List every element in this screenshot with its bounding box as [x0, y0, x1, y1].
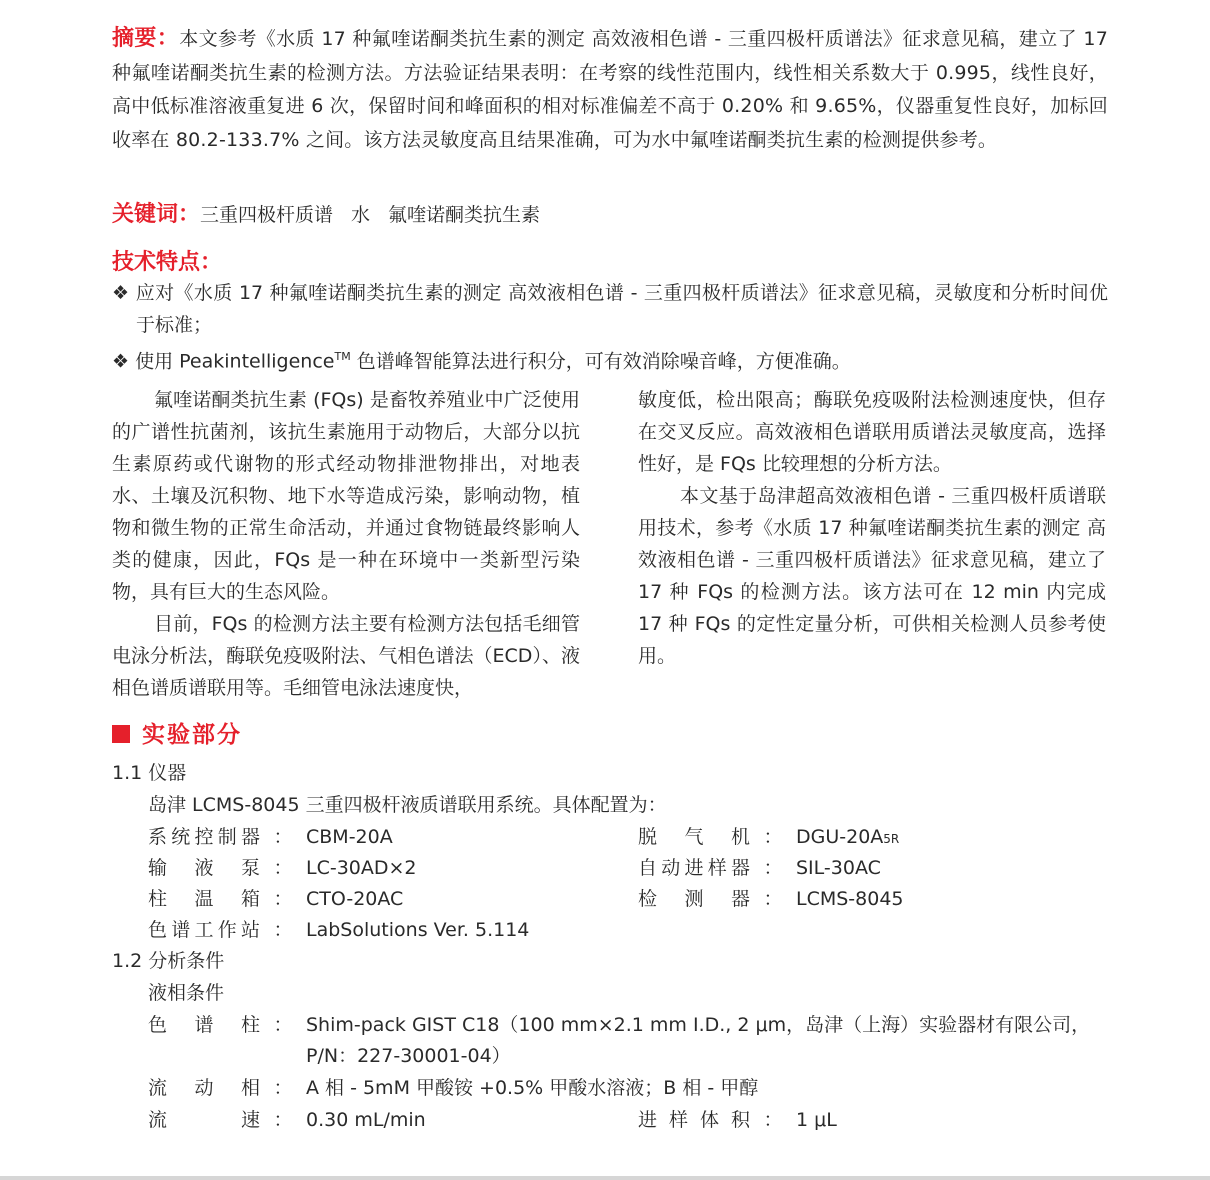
spec-row-pump: [148, 853, 417, 884]
section-title: 实验部分: [142, 722, 242, 748]
intro-right-column: [638, 384, 1106, 672]
feature-text-2-post: 色谱峰智能算法进行积分，可有效消除噪音峰，方便准确。: [350, 350, 851, 373]
intro-paragraph-2a: 目前，FQs 的检测方法主要有检测方法包括毛细管电泳分析法，酶联免疫吸附法、气相色谱法（ECD）、液相色谱质谱联用等。毛细管电泳法速度快，: [112, 613, 580, 699]
cond-value: A 相 - 5mM 甲酸铵 +0.5% 甲酸水溶液；B 相 - 甲醇: [306, 1077, 759, 1099]
cond-value: Shim-pack GIST C18（100 mm×2.1 mm I.D., 2 μm，岛津（上海）实验器材有限公司，: [306, 1014, 1091, 1036]
spec-value: SIL-30AC: [796, 857, 881, 879]
cond-colon: ：: [763, 1109, 783, 1131]
spec-value: LabSolutions Ver. 5.114: [306, 919, 530, 941]
cond-value-continued: P/N：227-30001-04）: [306, 1045, 511, 1067]
spec-key: 输液泵: [148, 857, 260, 879]
cond-colon: ：: [273, 1109, 293, 1131]
cond-row-column-cont: [306, 1041, 511, 1072]
cond-row-injection-volume: [638, 1105, 837, 1136]
feature-text-2-pre: 使用 Peakintelligence: [135, 350, 335, 373]
feature-item-1: [112, 278, 1108, 341]
cond-colon: ：: [273, 1014, 293, 1036]
bottom-divider: [0, 1176, 1210, 1180]
spec-colon: ：: [273, 826, 293, 848]
keywords: [112, 200, 558, 230]
bullet-icon: ❖: [112, 350, 130, 373]
abstract: [112, 22, 1108, 157]
cond-key: 流速: [148, 1109, 260, 1131]
cond-key: 进样体积: [638, 1109, 750, 1131]
feature-text-1: 应对《水质 17 种氟喹诺酮类抗生素的测定 高效液相色谱 - 三重四极杆质谱法》征求意见稿，灵敏度和分析时间优于标准；: [135, 282, 1108, 336]
spec-key: 系统控制器: [148, 826, 260, 848]
cond-row-mobile-phase: [148, 1073, 758, 1104]
spec-value-sub: 5R: [883, 832, 900, 846]
spec-colon: ：: [273, 888, 293, 910]
spec-value: CTO-20AC: [306, 888, 404, 910]
cond-key: 流动相: [148, 1077, 260, 1099]
spec-value-main: DGU-20A: [796, 826, 884, 848]
intro-paragraph-1: 氟喹诺酮类抗生素 (FQs) 是畜牧养殖业中广泛使用的广谱性抗菌剂，该抗生素施用于动物后，大部分以抗生素原药或代谢物的形式经动物排泄物排出，对地表水、土壤及沉积物、地下水等造成污染，影响动物，植物和微生物的正常生命活动，并通过食物链最终影响人类的健康，因此，FQs 是一种在环境中一类新型污染物，具有巨大的生态风险。: [112, 389, 580, 603]
cond-colon: ：: [273, 1077, 293, 1099]
spec-row-degasser: [638, 822, 899, 855]
spec-row-controller: [148, 822, 393, 853]
section-heading-experiment: [112, 718, 242, 752]
spec-colon: ：: [273, 919, 293, 941]
features-list: [112, 278, 1108, 378]
spec-key: 自动进样器: [638, 857, 750, 879]
keywords-label: 关键词：: [112, 202, 201, 227]
abstract-label: 摘要：: [112, 26, 180, 51]
spec-value: LCMS-8045: [796, 888, 904, 910]
features-title: 技术特点：: [112, 250, 223, 275]
abstract-text: 本文参考《水质 17 种氟喹诺酮类抗生素的测定 高效液相色谱 - 三重四极杆质谱法》征求意见稿，建立了 17 种氟喹诺酮类抗生素的检测方法。方法验证结果表明：在考察的线性范围内，线性相关系数大于 0.995，线性良好，高中低标准溶液重复进 6 次，保留时间和峰面积的相对标准偏差不高于 0.20% 和 9.65%，仪器重复性良好，加标回收率在 80.2-133.7% 之间。该方法灵敏度高且结果准确，可为水中氟喹诺酮类抗生素的检测提供参考。: [112, 28, 1108, 151]
square-marker-icon: [112, 725, 130, 743]
intro-paragraph-3: 本文基于岛津超高效液相色谱 - 三重四极杆质谱联用技术，参考《水质 17 种氟喹诺酮类抗生素的测定 高效液相色谱 - 三重四极杆质谱法》征求意见稿，建立了 17 种 FQs 的检测方法。该方法可在 12 min 内完成 17 种 FQs 的定性定量分析，可供相关检测人员参考使用。: [638, 485, 1106, 667]
spec-key: 色谱工作站: [148, 919, 260, 941]
spec-colon: ：: [763, 857, 783, 879]
keyword-2: 水: [351, 204, 371, 226]
cond-value: 1 μL: [796, 1109, 837, 1131]
spec-value: [796, 826, 899, 848]
spec-key: 柱温箱: [148, 888, 260, 910]
spec-key: 脱气机: [638, 826, 750, 848]
subsection-1-1-title: 1.1 仪器: [112, 762, 187, 784]
spec-colon: ：: [273, 857, 293, 879]
spec-row-column-oven: [148, 884, 403, 915]
spec-value: CBM-20A: [306, 826, 393, 848]
spec-colon: ：: [763, 826, 783, 848]
keyword-3: 氟喹诺酮类抗生素: [388, 204, 541, 226]
intro-left-column: [112, 384, 580, 704]
subsection-1-2-title: 1.2 分析条件: [112, 950, 225, 972]
spec-key: 检测器: [638, 888, 750, 910]
spec-row-autosampler: [638, 853, 881, 884]
intro-paragraph-2b: 敏度低，检出限高；酶联免疫吸附法检测速度快，但存在交叉反应。高效液相色谱联用质谱法灵敏度高，选择性好，是 FQs 比较理想的分析方法。: [638, 389, 1106, 475]
spec-row-workstation: [148, 915, 529, 946]
keyword-1: 三重四极杆质谱: [200, 204, 334, 226]
cond-row-flow-rate: [148, 1105, 426, 1136]
cond-key: 色谱柱: [148, 1014, 260, 1036]
bullet-icon: ❖: [112, 282, 130, 304]
spec-value: LC-30AD×2: [306, 857, 417, 879]
lc-conditions-title: 液相条件: [148, 982, 225, 1004]
instrument-description: 岛津 LCMS-8045 三重四极杆液质谱联用系统。具体配置为：: [148, 794, 667, 816]
cond-value: 0.30 mL/min: [306, 1109, 426, 1131]
spec-row-detector: [638, 884, 904, 915]
cond-row-column: [148, 1010, 1090, 1041]
trademark-mark: TM: [334, 350, 351, 363]
spec-colon: ：: [763, 888, 783, 910]
feature-item-2: [112, 341, 1108, 378]
